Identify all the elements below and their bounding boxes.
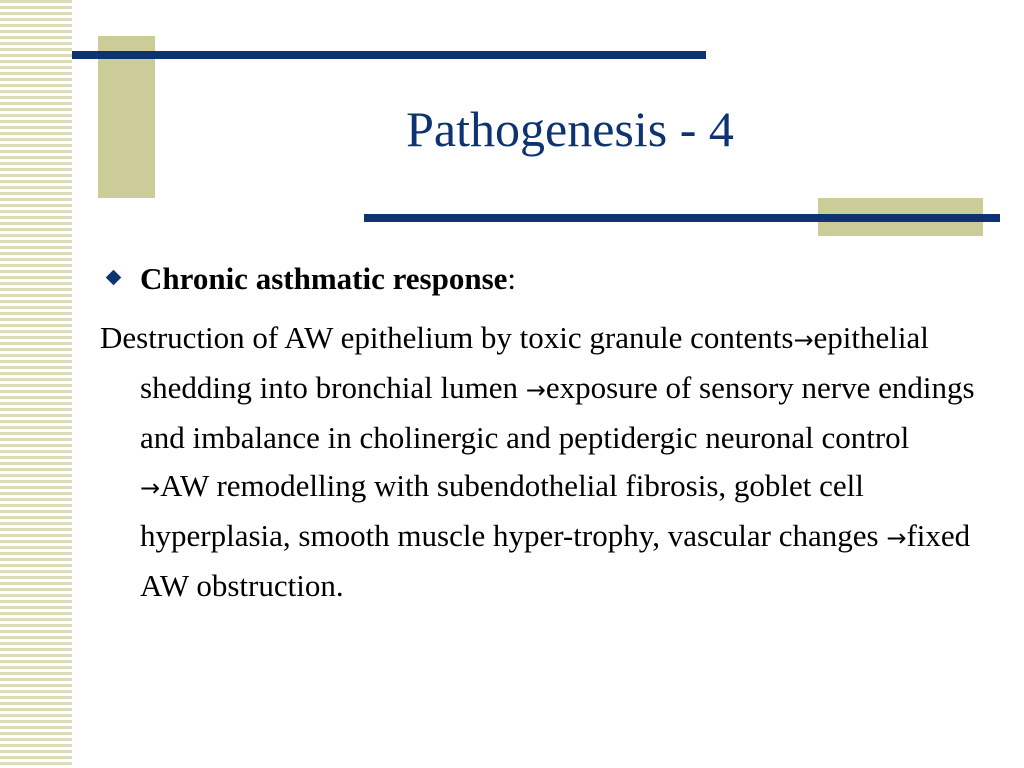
body-paragraph	[100, 314, 980, 610]
accent-block-top	[98, 36, 155, 198]
title-rule-bottom	[364, 214, 1000, 222]
right-arrow-icon: →	[525, 376, 546, 404]
title-rule-top	[72, 51, 706, 59]
left-stripe-pattern	[0, 0, 72, 768]
slide-title: Pathogenesis - 4	[406, 101, 734, 157]
paragraph-segment: fixed AW obstruction.	[140, 518, 971, 603]
right-arrow-icon: →	[140, 474, 161, 502]
paragraph-segment: Destruction of AW epithelium by toxic granule contents	[100, 320, 794, 355]
bullet-heading: Chronic asthmatic response	[140, 261, 508, 296]
paragraph-segment: AW remodelling with subendothelial fibrosis, goblet cell hyperplasia, smooth muscle hyper-trophy, vascular changes	[140, 468, 887, 553]
paragraph-segment: exposure of sensory nerve endings and imbalance in cholinergic and peptidergic neuronal control	[140, 370, 975, 455]
right-arrow-icon: →	[886, 524, 907, 552]
bullet-heading-colon: :	[507, 261, 517, 296]
diamond-bullet-icon	[106, 270, 122, 286]
bullet-item	[100, 254, 980, 306]
slide-body	[100, 254, 980, 610]
paragraph-segment: epithelial shedding into bronchial lumen	[140, 320, 929, 405]
right-arrow-icon: →	[793, 326, 814, 354]
